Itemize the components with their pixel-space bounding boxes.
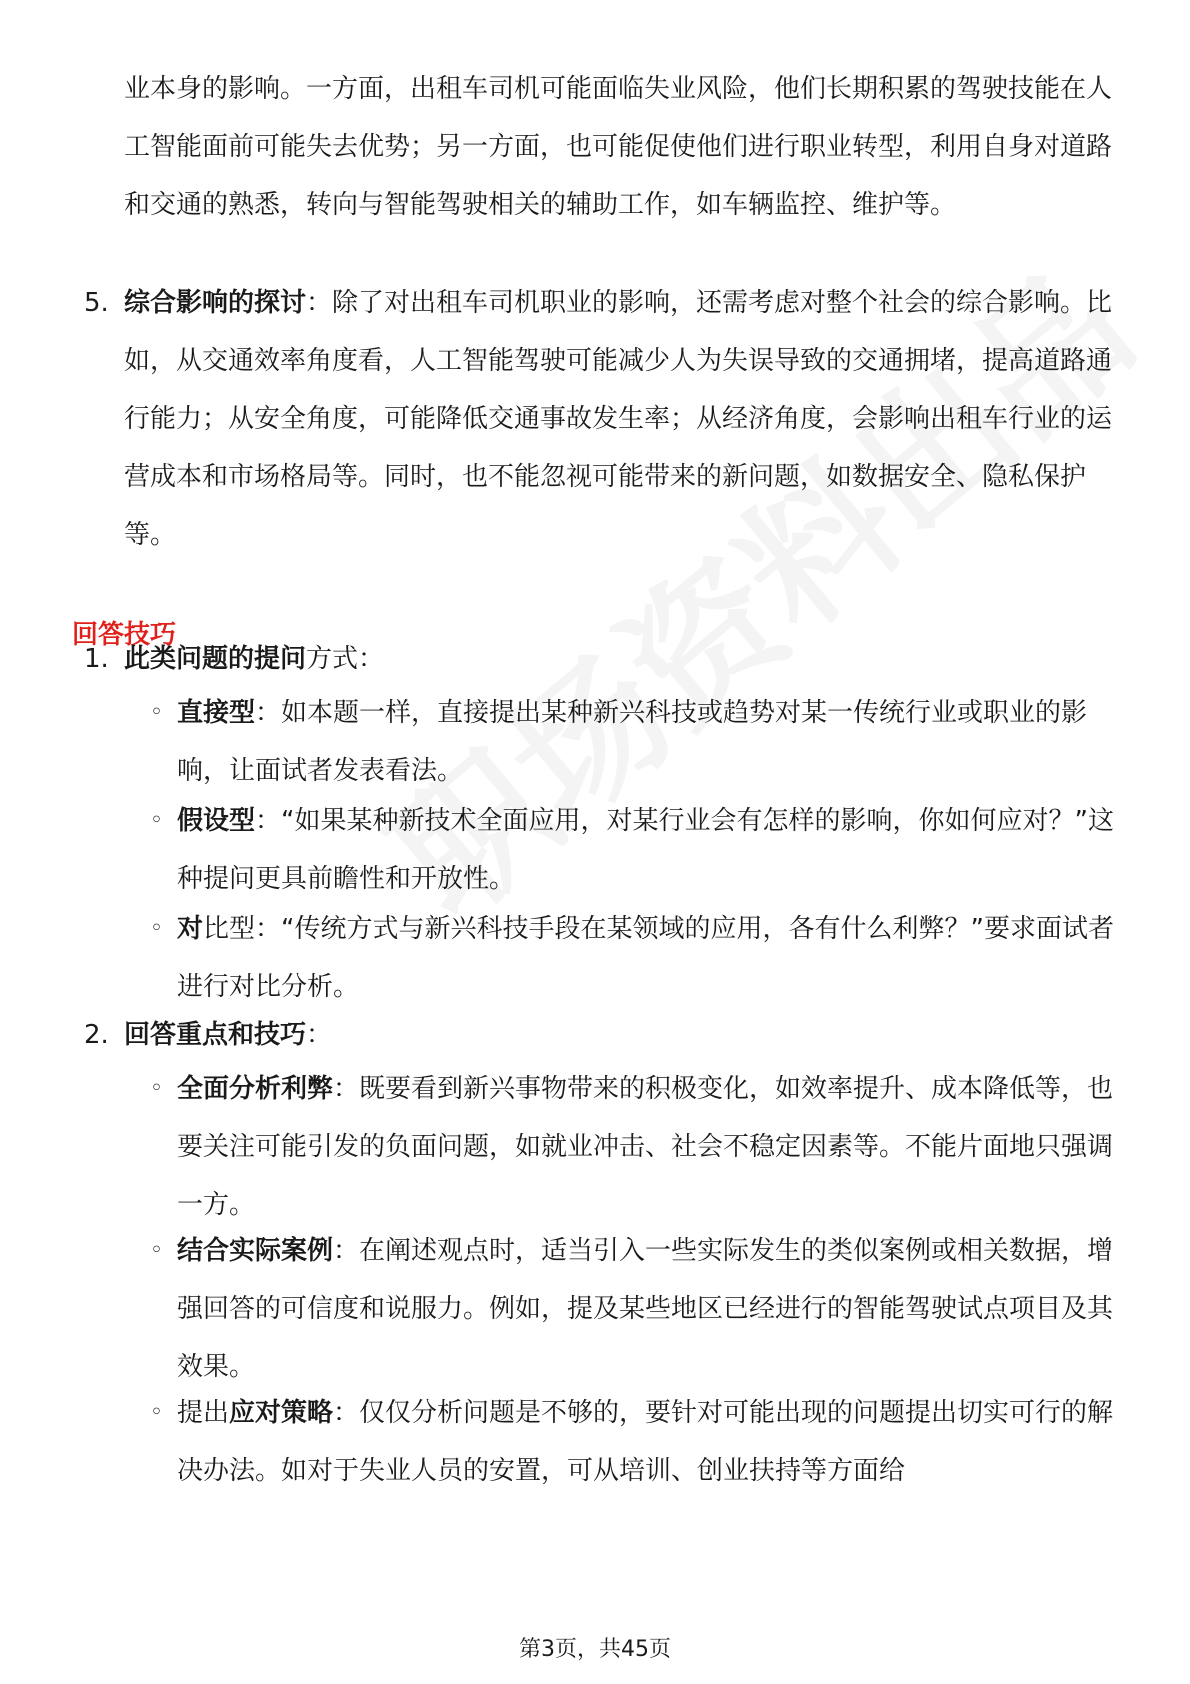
list-1-item-3 — [177, 900, 1137, 1016]
list-2-item-2 — [177, 1222, 1137, 1396]
item-label: 应对策略 — [229, 1398, 334, 1428]
list-1-item-1 — [177, 684, 1137, 800]
bullet-icon: ◦ — [150, 808, 163, 833]
list-1-title — [124, 630, 1124, 688]
item-5-paragraph — [124, 274, 1124, 564]
item-text: 比型：“传统方式与新兴科技手段在某领域的应用，各有什么利弊？”要求面试者进行对比分析。 — [177, 914, 1114, 1002]
list-2-text: ： — [306, 1020, 333, 1050]
bullet-icon: ◦ — [150, 1238, 163, 1263]
item-text: ：既要看到新兴事物带来的积极变化，如效率提升、成本降低等，也要关注可能引发的负面问题，如就业冲击、社会不稳定因素等。不能片面地只强调一方。 — [177, 1074, 1114, 1220]
item-text: ：在阐述观点时，适当引入一些实际发生的类似案例或相关数据，增强回答的可信度和说服力。例如，提及某些地区已经进行的智能驾驶试点项目及其效果。 — [177, 1236, 1114, 1382]
list-1-bold: 此类问题的提问 — [124, 644, 307, 674]
bullet-icon: ◦ — [150, 1400, 163, 1425]
list-2-item-3 — [177, 1384, 1137, 1500]
item-prefix: 提出 — [177, 1398, 230, 1428]
list-1-item-2 — [177, 792, 1137, 908]
item-label: 假设型 — [177, 806, 256, 836]
bullet-icon: ◦ — [150, 916, 163, 941]
list-2-bold: 回答重点和技巧 — [124, 1020, 307, 1050]
item-text: ：“如果某种新技术全面应用，对某行业会有怎样的影响，你如何应对？”这种提问更具前瞻性和开放性。 — [177, 806, 1114, 894]
list-2-number: 2. — [84, 1020, 109, 1050]
item-label: 对 — [177, 914, 204, 944]
item-text: ：如本题一样，直接提出某种新兴科技或趋势对某一传统行业或职业的影响，让面试者发表看法。 — [177, 698, 1088, 786]
bullet-icon: ◦ — [150, 1076, 163, 1101]
intro-paragraph: 业本身的影响。一方面，出租车司机可能面临失业风险，他们长期积累的驾驶技能在人工智能面前可能失去优势；另一方面，也可能促使他们进行职业转型，利用自身对道路和交通的熟悉，转向与智能驾驶相关的辅助工作，如车辆监控、维护等。 — [124, 74, 1113, 220]
item-text: ：仅仅分析问题是不够的，要针对可能出现的问题提出切实可行的解决办法。如对于失业人员的安置，可从培训、创业扶持等方面给 — [177, 1398, 1114, 1486]
list-1-number: 1. — [84, 644, 109, 674]
item-label: 全面分析利弊 — [177, 1074, 334, 1104]
bullet-icon: ◦ — [150, 700, 163, 725]
item-label: 直接型 — [177, 698, 256, 728]
item-5-title: 综合影响的探讨 — [124, 288, 307, 318]
section-heading: 回答技巧 — [72, 620, 177, 650]
page-footer: 第3页，共45页 — [519, 1637, 671, 1662]
list-1-text: 方式： — [306, 644, 385, 674]
item-5-text: ：除了对出租车司机职业的影响，还需考虑对整个社会的综合影响。比如，从交通效率角度看，人工智能驾驶可能减少人为失误导致的交通拥堵，提高道路通行能力；从安全角度，可能降低交通事故发生率；从经济角度，会影响出租车行业的运营成本和市场格局等。同时，也不能忽视可能带来的新问题，如数据安全、隐私保护等。 — [124, 288, 1113, 550]
item-5-number: 5. — [84, 288, 109, 318]
list-2-title — [124, 1006, 1124, 1064]
list-2-item-1 — [177, 1060, 1137, 1234]
item-label: 结合实际案例 — [177, 1236, 334, 1266]
